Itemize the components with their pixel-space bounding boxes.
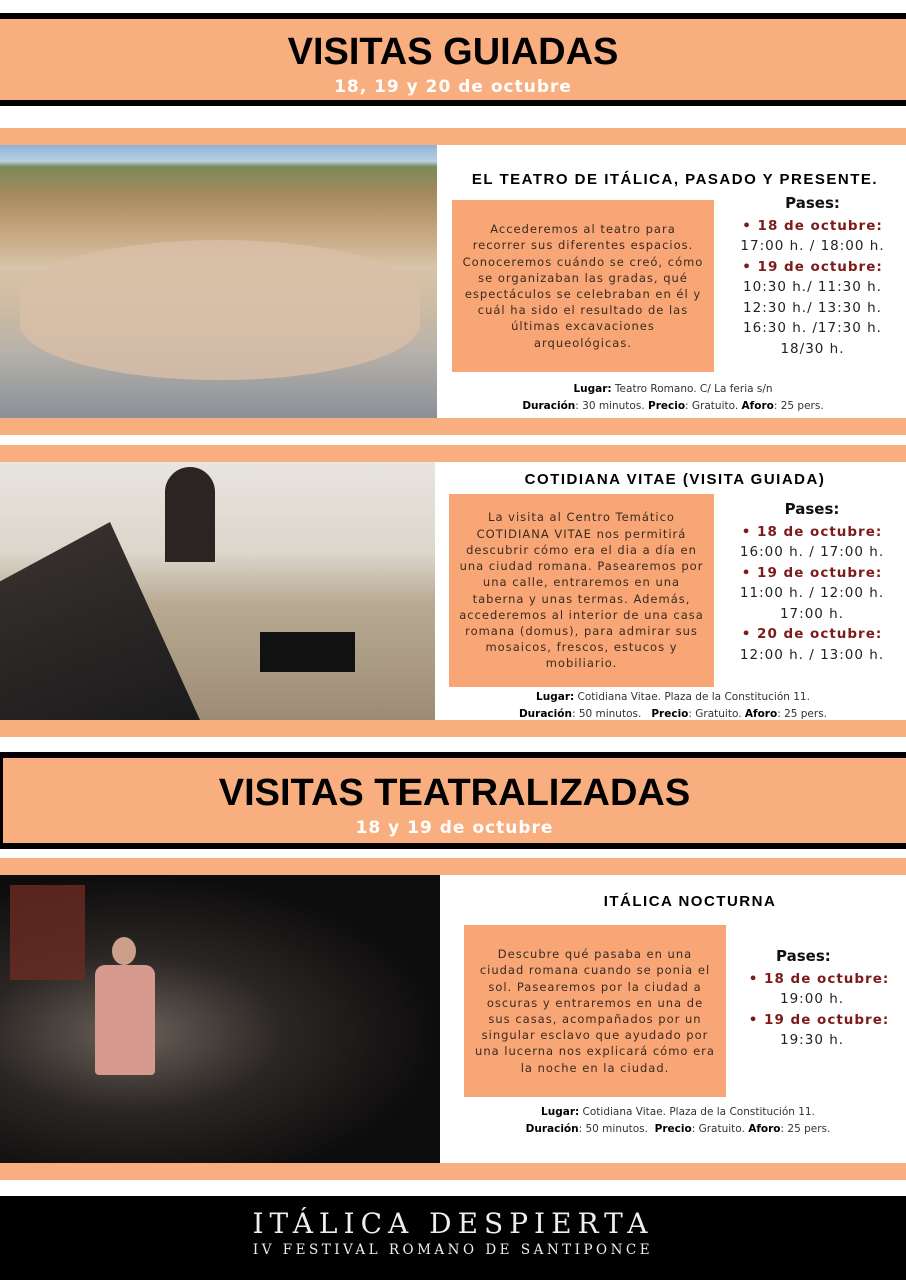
pase-time: 16:30 h. /17:30 h.: [743, 320, 882, 336]
pase-time: 19:30 h.: [780, 1032, 845, 1048]
pases-label: Pases:: [784, 500, 840, 518]
pase-time: 17:00 h. / 18:00 h.: [740, 238, 885, 254]
pases-label: Pases:: [785, 194, 840, 212]
precio-label: Precio: [648, 400, 686, 412]
duracion-label: Duración: [522, 400, 576, 412]
lugar-value: Cotidiana Vitae. Plaza de la Constitución 11.: [574, 691, 810, 703]
guided-visits-dates: 18, 19 y 20 de octubre: [334, 77, 572, 97]
roman-theatre-photo: [0, 145, 437, 418]
pase-time: 12:00 h. / 13:00 h.: [739, 646, 885, 663]
teatro-title: EL TEATRO DE ITÁLICA, PASADO Y PRESENTE.: [471, 171, 879, 188]
duracion-label: Duración: [525, 1123, 579, 1135]
nocturna-description-text: Descubre qué pasaba en una ciudad romana cuando se ponia el sol. Pasearemos por la ciudad a oscuras y entraremos en una de sus casas, acompañados por un singular esclavo que ayudado por una lucerna nos explicará cómo era la noche en la ciudad.: [475, 947, 715, 1075]
pase-day: • 19 de octubre:: [748, 1011, 890, 1028]
pase-time: 12:30 h./ 13:30 h.: [743, 299, 882, 316]
aforo-label: Aforo: [744, 708, 778, 720]
teatro-info: [440, 381, 906, 415]
lugar-label: Lugar:: [536, 691, 575, 703]
pase-time: 19:00 h.: [780, 991, 845, 1007]
vitae-title: COTIDIANA VITAE (VISITA GUIADA): [524, 471, 826, 488]
divider-band: [0, 418, 906, 435]
theatrical-visits-title: VISITAS TEATRALIZADAS: [218, 772, 691, 814]
vitae-pases: [724, 499, 900, 665]
precio-value: : Gratuito.: [688, 708, 745, 720]
aforo-value: : 25 pers.: [780, 1123, 831, 1135]
teatro-description-text: Accederemos al teatro para recorrer sus diferentes espacios. Conoceremos cuándo se creó, cómo se organizaban las gradas, qué espectáculos se celebraban en él y cuál ha sido el resultado de las últimas excavaciones arqueológicas.: [462, 222, 704, 350]
precio-value: : Gratuito.: [691, 1123, 749, 1135]
pase-day: • 19 de octubre:: [741, 564, 883, 581]
nocturna-title: ITÁLICA NOCTURNA: [603, 893, 777, 910]
aforo-label: Aforo: [741, 400, 774, 412]
italica-nocturna-photo: [0, 875, 440, 1163]
cotidiana-vitae-photo: [0, 462, 435, 720]
precio-label: Precio: [651, 708, 689, 720]
theatrical-visits-dates: 18 y 19 de octubre: [355, 818, 554, 838]
nocturna-description: [464, 925, 726, 1097]
lugar-label: Lugar:: [573, 383, 612, 395]
pase-time: 11:00 h. / 12:00 h.: [739, 585, 885, 601]
divider-band: [0, 1163, 906, 1180]
duracion-label: Duración: [518, 708, 572, 720]
pase-time: 10:30 h./ 11:30 h.: [743, 279, 882, 295]
pase-day: • 19 de octubre:: [742, 258, 883, 275]
teatro-description: [452, 200, 714, 372]
lugar-value: Teatro Romano. C/ La feria s/n: [611, 383, 773, 395]
duracion-value: : 50 minutos.: [578, 1123, 655, 1135]
pase-day: • 18 de octubre:: [748, 970, 890, 987]
lugar-label: Lugar:: [541, 1106, 580, 1118]
pases-label: Pases:: [776, 947, 831, 965]
festival-subtitle: IV FESTIVAL ROMANO DE SANTIPONCE: [252, 1242, 654, 1258]
teatro-pases: [725, 193, 900, 359]
pase-time: 16:00 h. / 17:00 h.: [739, 544, 885, 560]
nocturna-pases: [738, 946, 900, 1051]
guided-visits-header: [0, 13, 906, 106]
vitae-description: [449, 494, 714, 687]
vitae-info: [440, 689, 906, 723]
precio-value: : Gratuito.: [685, 400, 742, 412]
duracion-value: : 50 minutos.: [571, 708, 652, 720]
lugar-value: Cotidiana Vitae. Plaza de la Constitución 11.: [579, 1106, 815, 1118]
precio-label: Precio: [654, 1123, 692, 1135]
divider-band: [0, 720, 906, 737]
divider-band: [0, 858, 906, 875]
aforo-label: Aforo: [748, 1123, 781, 1135]
duracion-value: : 30 minutos.: [575, 400, 648, 412]
festival-title: ITÁLICA DESPIERTA: [252, 1207, 654, 1240]
pase-time: 17:00 h.: [779, 605, 845, 622]
pase-time: 18/30 h.: [780, 340, 845, 357]
divider-band: [0, 128, 906, 145]
pase-day: • 20 de octubre:: [741, 626, 883, 642]
aforo-value: : 25 pers.: [777, 708, 828, 720]
theatrical-visits-header: [0, 752, 906, 849]
nocturna-info: [450, 1104, 906, 1138]
aforo-value: : 25 pers.: [773, 400, 824, 412]
footer: [0, 1196, 906, 1280]
divider-band: [0, 445, 906, 462]
vitae-description-text: La visita al Centro Temático COTIDIANA VITAE nos permitirá descubrir cómo era el dia a día en una ciudad romana. Pasearemos por una calle, entraremos en una taberna y unas termas. Además, accederemos al interior de una casa romana (domus), para admirar sus mosaicos, frescos, estucos y mobiliario.: [459, 510, 704, 671]
guided-visits-title: VISITAS GUIADAS: [287, 31, 619, 73]
pase-day: • 18 de octubre:: [741, 523, 883, 540]
pase-day: • 18 de octubre:: [742, 217, 883, 234]
